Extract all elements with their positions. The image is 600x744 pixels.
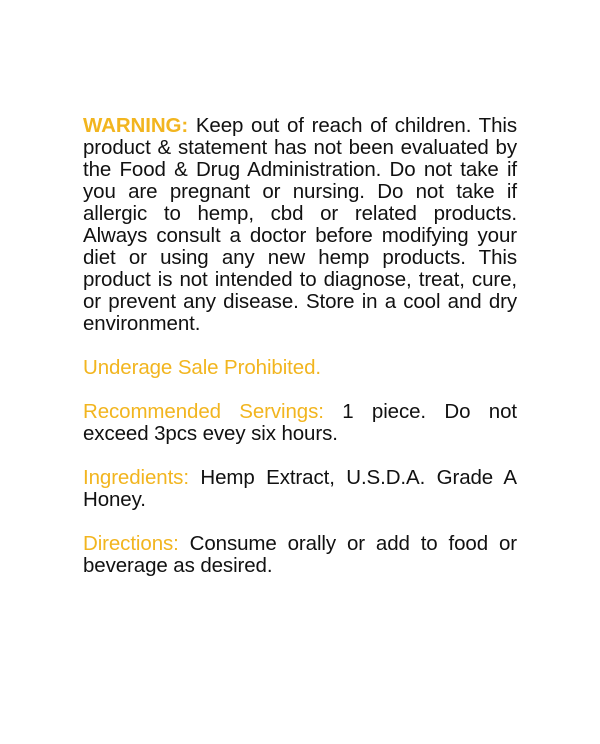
directions-text: Consume orally or add to food or beverage as desired. (83, 532, 517, 577)
underage-paragraph (83, 357, 517, 379)
warning-paragraph (83, 115, 517, 335)
ingredients-label: Ingredients: (83, 466, 189, 489)
warning-text: Keep out of reach of children. This product & statement has not been evaluated by the Food & Drug Administration. Do not take if you are pregnant or nursing. Do not take if allergic to hemp, cbd or related products. Always consult a doctor before modifying your diet or using any new hemp products. This product is not intended to diagnose, treat, cure, or prevent any disease. Store in a cool and dry environment. (83, 114, 517, 335)
directions-paragraph (83, 533, 517, 577)
servings-text: 1 piece. Do not exceed 3pcs evey six hours. (83, 400, 517, 445)
servings-paragraph (83, 401, 517, 445)
ingredients-text: Hemp Extract, U.S.D.A. Grade A Honey. (83, 466, 517, 511)
directions-label: Directions: (83, 532, 179, 555)
servings-label: Recommended Servings: (83, 400, 324, 423)
underage-notice: Underage Sale Prohibited. (83, 356, 321, 379)
product-label-text (83, 115, 517, 599)
ingredients-paragraph (83, 467, 517, 511)
warning-label: WARNING: (83, 114, 189, 137)
